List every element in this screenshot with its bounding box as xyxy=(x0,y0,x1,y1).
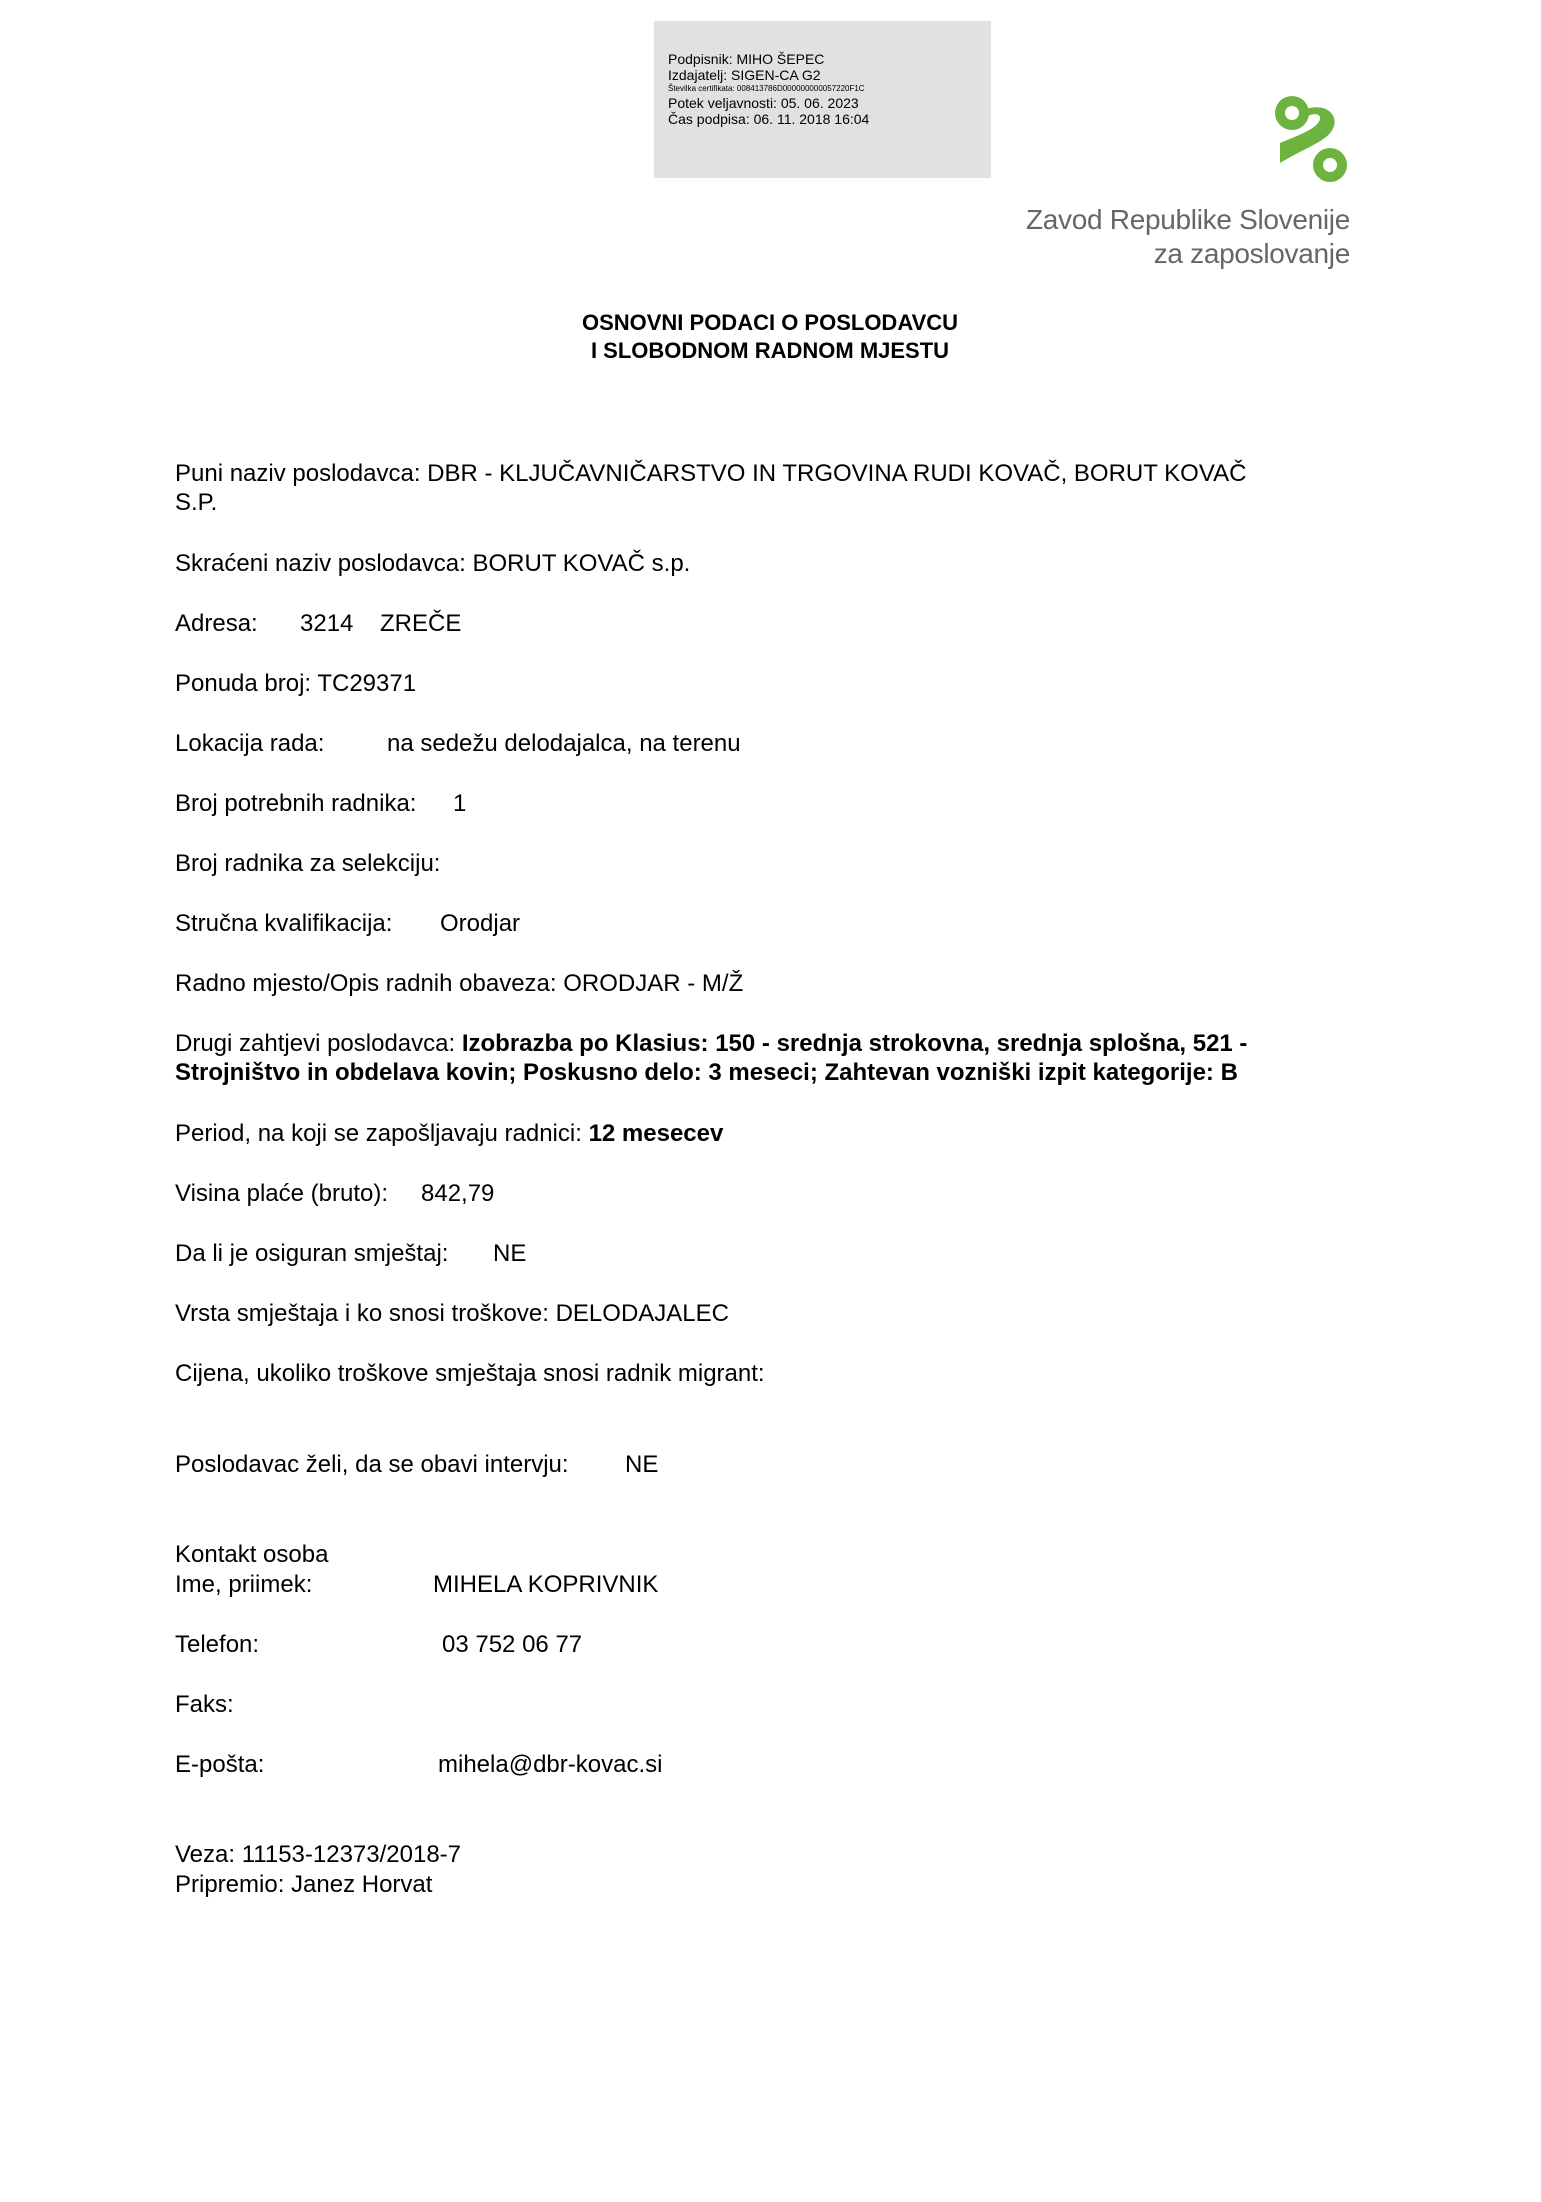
other-req-label: Drugi zahtjevi poslodavca: xyxy=(175,1030,456,1057)
workers-selection-label: Broj radnika za selekciju: xyxy=(175,850,441,877)
field-accommodation xyxy=(175,1239,1375,1268)
contact-email-label: E-pošta: xyxy=(175,1751,265,1778)
full-name-value-line2: S.P. xyxy=(175,489,218,516)
contact-email-row xyxy=(175,1750,1375,1779)
reference-number: Veza: 11153-12373/2018-7 xyxy=(175,1841,462,1868)
document-title-line1: OSNOVNI PODACI O POSLODAVCU xyxy=(581,310,959,335)
organization-name xyxy=(980,203,1350,271)
field-address xyxy=(175,609,1375,638)
interview-label: Poslodavac želi, da se obavi intervju: xyxy=(175,1451,569,1478)
organization-name-line1: Zavod Republike Slovenije xyxy=(1025,204,1350,235)
organization-name-line2: za zaposlovanje xyxy=(1153,238,1350,269)
accommodation-type-label: Vrsta smještaja i ko snosi troškove: xyxy=(175,1300,549,1327)
contact-name-row xyxy=(175,1570,1375,1599)
interview-value: NE xyxy=(625,1451,659,1478)
location-label: Lokacija rada: xyxy=(175,730,325,757)
field-workers-selection xyxy=(175,849,1375,878)
digital-signature-box xyxy=(654,21,991,178)
field-interview xyxy=(175,1450,1375,1479)
full-name-value-line1: DBR - KLJUČAVNIČARSTVO IN TRGOVINA RUDI KOVAČ, BORUT KOVAČ xyxy=(427,460,1247,487)
location-value: na sedežu delodajalca, na terenu xyxy=(387,730,741,757)
short-name-label: Skraćeni naziv poslodavca: xyxy=(175,550,466,577)
document-title xyxy=(320,309,1220,365)
accommodation-value: NE xyxy=(493,1240,527,1267)
period-label: Period, na koji se zapošljavaju radnici: xyxy=(175,1120,582,1147)
accommodation-type-value: DELODAJALEC xyxy=(555,1300,729,1327)
accommodation-label: Da li je osiguran smještaj: xyxy=(175,1240,449,1267)
contact-heading: Kontakt osoba xyxy=(175,1541,329,1568)
other-req-value-line2: Strojništvo in obdelava kovin; Poskusno delo: 3 meseci; Zahtevan vozniški izpit kategorije: B xyxy=(175,1059,1238,1086)
field-salary xyxy=(175,1179,1375,1208)
contact-phone-label: Telefon: xyxy=(175,1631,260,1658)
salary-label: Visina plaće (bruto): xyxy=(175,1180,388,1207)
offer-label: Ponuda broj: xyxy=(175,670,312,697)
address-city: ZREČE xyxy=(380,610,462,637)
field-work-location xyxy=(175,729,1375,758)
job-value: ORODJAR - M/Ž xyxy=(563,970,744,997)
field-short-name xyxy=(175,549,1375,578)
field-qualification xyxy=(175,909,1375,938)
zrss-logo-icon xyxy=(1270,93,1350,185)
full-name-label: Puni naziv poslodavca: xyxy=(175,460,421,487)
field-job-description xyxy=(175,969,1375,998)
field-workers-needed xyxy=(175,789,1375,818)
qualification-label: Stručna kvalifikacija: xyxy=(175,910,393,937)
workers-needed-label: Broj potrebnih radnika: xyxy=(175,790,417,817)
job-label: Radno mjesto/Opis radnih obaveza: xyxy=(175,970,557,997)
contact-fax-row xyxy=(175,1690,1375,1719)
short-name-value: BORUT KOVAČ s.p. xyxy=(472,550,691,577)
field-accommodation-price xyxy=(175,1359,1375,1388)
contact-name-value: MIHELA KOPRIVNIK xyxy=(433,1571,659,1598)
offer-value: TC29371 xyxy=(317,670,417,697)
field-offer-number xyxy=(175,669,1375,698)
address-label: Adresa: xyxy=(175,610,258,637)
signature-cert-number: Številka certifikata: 008413786D000000000057220F1C xyxy=(668,84,865,93)
period-value: 12 mesecev xyxy=(588,1120,724,1147)
price-label: Cijena, ukoliko troškove smještaja snosi radnik migrant: xyxy=(175,1360,765,1387)
signature-time: Čas podpisa: 06. 11. 2018 16:04 xyxy=(668,111,870,127)
address-postcode: 3214 xyxy=(300,610,354,637)
field-accommodation-type xyxy=(175,1299,1375,1328)
signature-signer: Podpisnik: MIHO ŠEPEC xyxy=(668,51,825,67)
contact-phone-value: 03 752 06 77 xyxy=(442,1631,583,1658)
contact-email-value: mihela@dbr-kovac.si xyxy=(438,1751,663,1778)
field-other-requirements xyxy=(175,1029,1375,1087)
contact-name-label: Ime, priimek: xyxy=(175,1571,313,1598)
field-full-name xyxy=(175,459,1375,517)
document-title-line2: I SLOBODNOM RADNOM MJESTU xyxy=(590,338,950,363)
salary-value: 842,79 xyxy=(421,1180,495,1207)
signature-valid-until: Potek veljavnosti: 05. 06. 2023 xyxy=(668,95,859,111)
contact-phone-row xyxy=(175,1630,1375,1659)
prepared-by: Pripremio: Janez Horvat xyxy=(175,1871,433,1898)
contact-fax-label: Faks: xyxy=(175,1691,234,1718)
other-req-value-line1: Izobrazba po Klasius: 150 - srednja strokovna, srednja splošna, 521 - xyxy=(461,1030,1248,1057)
signature-issuer: Izdajatelj: SIGEN-CA G2 xyxy=(668,67,821,83)
qualification-value: Orodjar xyxy=(440,910,521,937)
field-employment-period xyxy=(175,1119,1375,1148)
workers-needed-value: 1 xyxy=(453,790,467,817)
